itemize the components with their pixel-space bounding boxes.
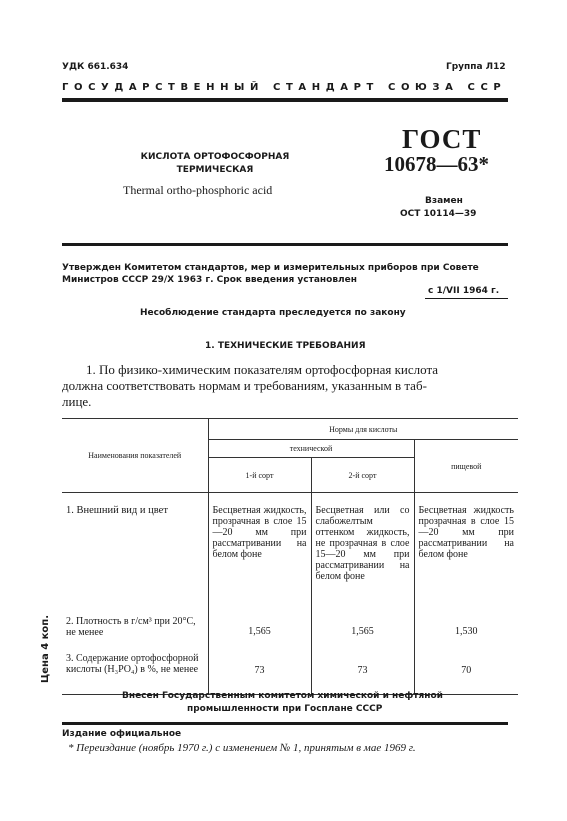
col-header-technical: технической [208,440,414,458]
title-line-2: ТЕРМИЧЕСКАЯ [176,165,254,175]
row-grade1: 1,565 [208,608,311,647]
title-rule [62,243,508,246]
official-edition: Издание официальное [62,729,182,739]
state-standard-heading: ГОСУДАРСТВЕННЫЙ СТАНДАРТ СОЮЗА ССР [62,82,507,93]
row-name: 2. Плотность в г/см³ при 20°С, не менее [66,616,196,638]
row-grade1: Бесцветная жидкость, прозрачная в слое 15—20 мм при рассматривании на белом фоне [208,493,311,609]
prosecution-note: Несоблюдение стандарта преследуется по закону [140,308,406,318]
paragraph-line-3: лице. [62,394,92,409]
header-rule [62,98,508,102]
col-header-norms: Нормы для кислоты [208,419,518,440]
table-row [62,493,518,609]
table-row [62,608,518,647]
col-header-food: пищевой [414,440,518,493]
footer-rule [62,722,508,725]
side-price: Цена 4 коп. [40,614,51,683]
row-food: 70 [414,647,518,695]
date-underline [425,298,508,299]
section-heading: 1. ТЕХНИЧЕСКИЕ ТРЕБОВАНИЯ [205,341,366,351]
title-english: Thermal ortho-phosphoric acid [123,183,273,197]
udc-code: УДК 661.634 [62,62,129,72]
norms-table [62,418,518,695]
effective-date: с 1/VII 1964 г. [428,286,500,296]
paragraph-line-2: должна соответствовать нормам и требованиям, указанным в таб- [62,378,427,393]
row-food: 1,530 [414,608,518,647]
row-grade1: 73 [208,647,311,695]
col-header-name: Наименования показателей [62,419,208,493]
row-grade2: Бесцветная или со слабожелтым оттенком жидкость, не прозрачная в слое 15—20 мм при рассматривании на белом фоне [311,493,414,609]
reissue-note: * Переиздание (ноябрь 1970 г.) с изменением № 1, принятым в мае 1969 г. [68,742,416,754]
gost-label: ГОСТ [402,124,482,154]
row-name: 1. Внешний вид и цвет [66,505,168,516]
introduced-line-2: промышленности при Госплане СССР [187,704,383,714]
row-grade2: 73 [311,647,414,695]
replaces-label: Взамен [425,196,463,206]
replaces-value: ОСТ 10114—39 [400,209,477,219]
col-header-grade1: 1-й сорт [208,458,311,493]
approval-line-2: Министров СССР 29/X 1963 г. Срок введения установлен [62,275,357,285]
row-grade2: 1,565 [311,608,414,647]
col-header-grade2: 2-й сорт [311,458,414,493]
introduced-line-1: Внесен Государственным комитетом химической и нефтяной [122,691,443,701]
row-name: 3. Содержание ортофосфорной кислоты (H₃PO₄) в %, не менее [62,647,208,695]
row-food: Бесцветная жидкость прозрачная в слое 15—20 мм при рассматривании на белом фоне [414,493,518,609]
title-line-1: КИСЛОТА ОРТОФОСФОРНАЯ [140,152,290,162]
group-code: Группа Л12 [446,62,506,72]
paragraph-line-1: 1. По физико-химическим показателям ортофосфорная кислота [86,362,439,377]
approval-line-1: Утвержден Комитетом стандартов, мер и измерительных приборов при Совете [62,263,479,273]
gost-number: 10678—63* [384,152,489,176]
table-row [62,647,518,695]
